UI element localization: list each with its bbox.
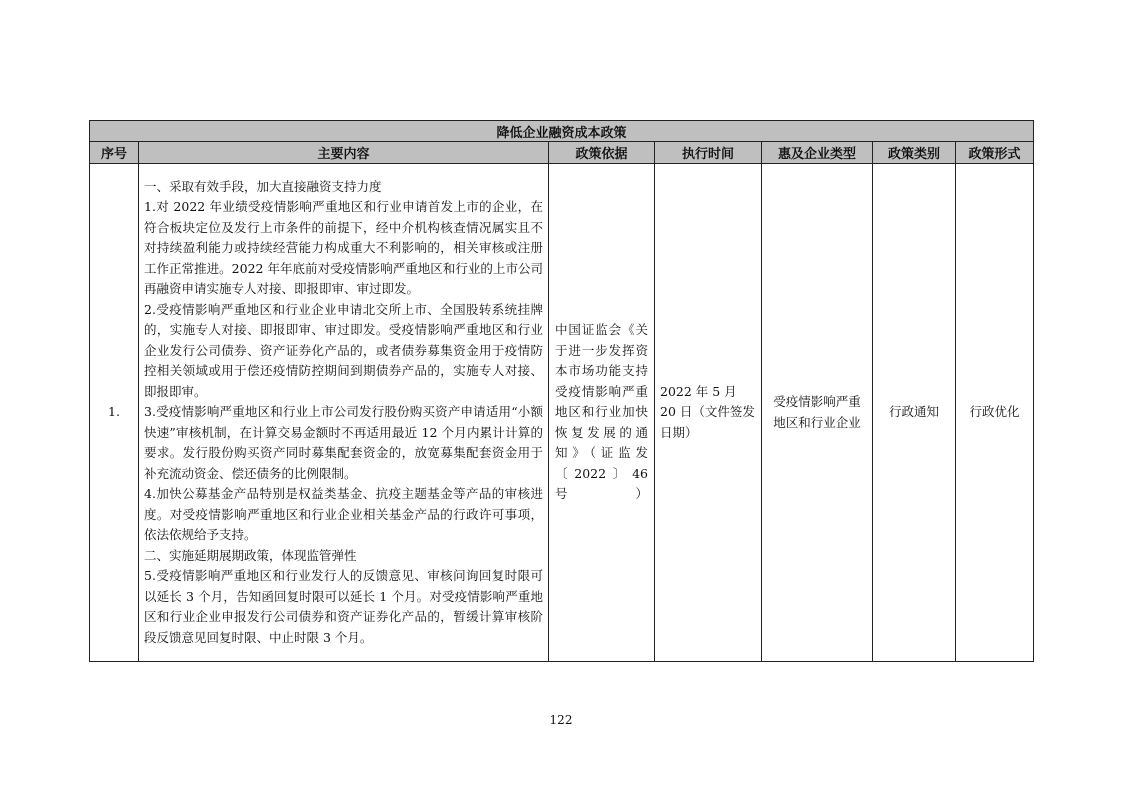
time-text: 2022 年 5 月 20 日（文件签发日期） bbox=[660, 383, 755, 440]
policy-table bbox=[89, 120, 1034, 662]
cell-content bbox=[139, 164, 549, 662]
table-title: 降低企业融资成本政策 bbox=[90, 121, 1034, 142]
content-item-5: 5.受疫情影响严重地区和行业发行人的反馈意见、审核问询回复时限可以延长 3 个月，告知函回复时限可以延长 1 个月。对受疫情影响严重地区和行业企业申报发行公司债券和资产证券化产品的，暂缓计算审核阶段反馈意见回复时限、中止时限 3 个月。 bbox=[144, 568, 543, 645]
header-enterprise-type: 惠及企业类型 bbox=[762, 142, 873, 164]
content-heading-2: 二、实施延期展期政策，体现监管弹性 bbox=[144, 547, 357, 563]
cell-category: 行政通知 bbox=[873, 164, 956, 662]
header-time: 执行时间 bbox=[655, 142, 762, 164]
table-row bbox=[90, 164, 1034, 662]
page-number: 122 bbox=[549, 713, 573, 727]
content-item-1: 1.对 2022 年业绩受疫情影响严重地区和行业申请首发上市的企业，在符合板块定位及发行上市条件的前提下，经中介机构核查情况属实且不对持续盈利能力或持续经营能力构成重大不利影响的，相关审核或注册工作正常推进。2022 年年底前对受疫情影响严重地区和行业的上市公司再融资申请实施专人对接、即报即审、审过即发。 bbox=[144, 199, 543, 297]
cell-form: 行政优化 bbox=[956, 164, 1034, 662]
header-content: 主要内容 bbox=[139, 142, 549, 164]
cell-enterprise-type bbox=[762, 164, 873, 662]
header-seq: 序号 bbox=[90, 142, 139, 164]
content-item-3: 3.受疫情影响严重地区和行业上市公司发行股份购买资产申请适用“小额快速”审核机制，在计算交易金额时不再适用最近 12 个月内累计计算的要求。发行股份购买资产同时募集配套资金的，放宽募集配套资金用于补充流动资金、偿还债务的比例限制。 bbox=[144, 404, 543, 481]
content-item-2: 2.受疫情影响严重地区和行业企业申请北交所上市、全国股转系统挂牌的，实施专人对接、即报即审、审过即发。受疫情影响严重地区和行业企业发行公司债券、资产证券化产品的，或者债券募集资金用于疫情防控相关领域或用于偿还疫情防控期间到期债券产品的，实施专人对接、即报即审。 bbox=[144, 301, 543, 399]
enterprise-type-text: 受疫情影响严重地区和行业企业 bbox=[773, 394, 861, 430]
basis-text: 中国证监会《关于进一步发挥资本市场功能支持受疫情影响严重地区和行业加快恢复发展的通知》（证监发〔2022〕46 号） bbox=[555, 322, 648, 502]
content-item-4: 4.加快公募基金产品特别是权益类基金、抗疫主题基金等产品的审核进度。对受疫情影响严重地区和行业企业相关基金产品的行政许可事项，依法依规给予支持。 bbox=[144, 486, 543, 543]
cell-basis bbox=[549, 164, 655, 662]
cell-time bbox=[655, 164, 762, 662]
header-category: 政策类别 bbox=[873, 142, 956, 164]
cell-seq: 1. bbox=[90, 164, 139, 662]
header-basis: 政策依据 bbox=[549, 142, 655, 164]
content-heading-1: 一、采取有效手段，加大直接融资支持力度 bbox=[144, 178, 382, 194]
header-form: 政策形式 bbox=[956, 142, 1034, 164]
